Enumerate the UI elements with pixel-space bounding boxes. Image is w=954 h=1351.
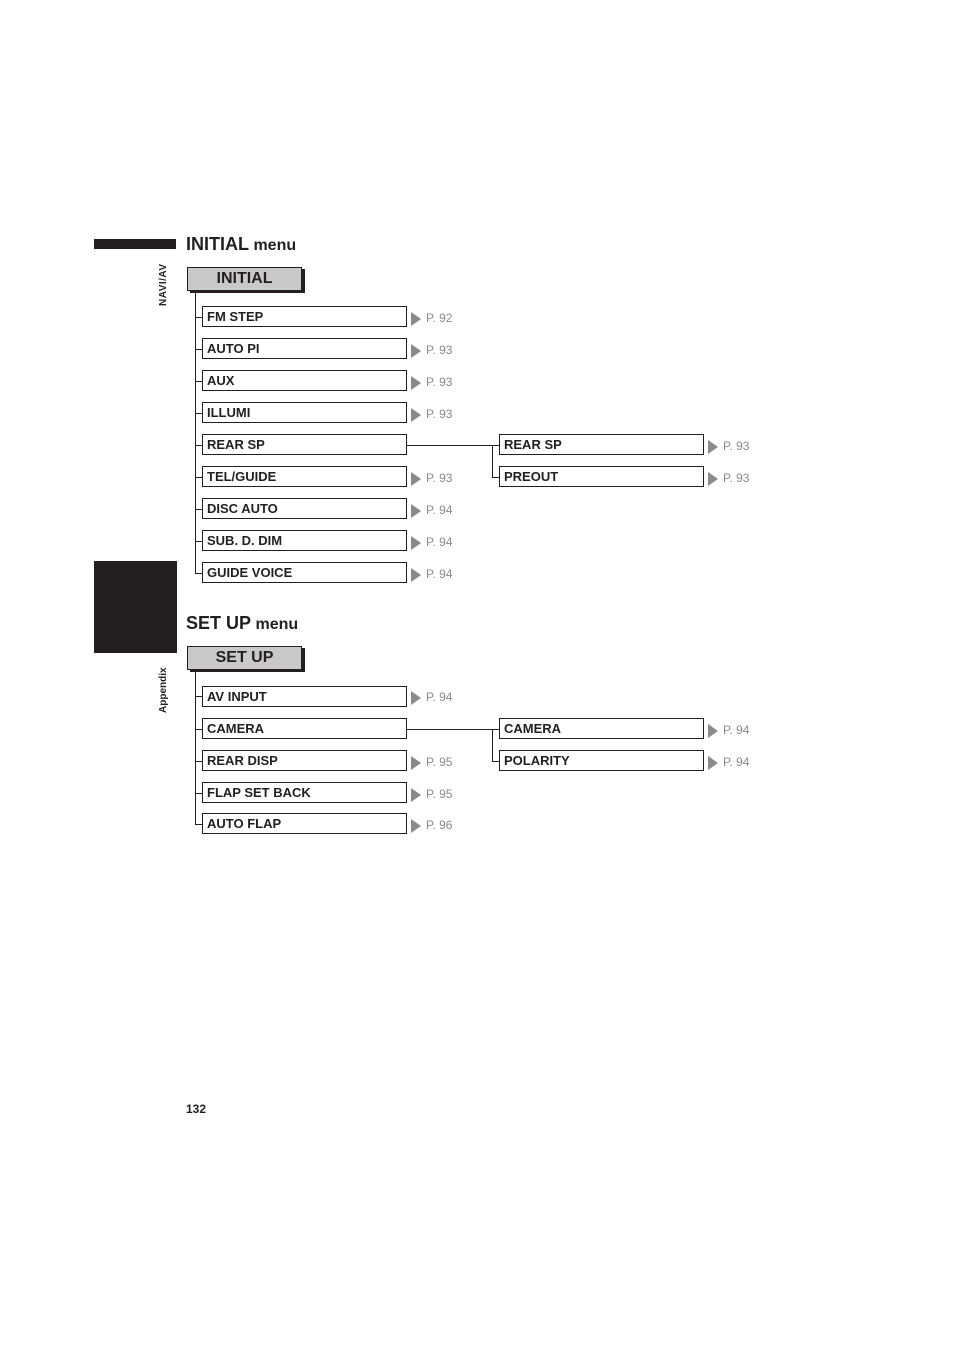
- page-ref: P. 93: [411, 374, 452, 390]
- page-ref: P. 94: [708, 722, 749, 738]
- arrow-right-icon: [708, 724, 718, 738]
- setup-menu-heading-suffix: menu: [255, 616, 299, 633]
- page-ref: P. 95: [411, 786, 452, 802]
- menu-item-disc-auto: DISC AUTO: [202, 498, 407, 519]
- page-ref: P. 94: [411, 566, 452, 582]
- page-ref: P. 96: [411, 817, 452, 833]
- page-ref: P. 92: [411, 310, 452, 326]
- arrow-right-icon: [411, 788, 421, 802]
- side-tab-appendix-label: Appendix: [158, 667, 169, 713]
- page-ref: P. 93: [411, 470, 452, 486]
- initial-root-box: INITIAL: [187, 267, 302, 291]
- arrow-right-icon: [411, 819, 421, 833]
- page-ref: P. 93: [411, 342, 452, 358]
- sub-item-polarity: POLARITY: [499, 750, 704, 771]
- page-ref: P. 93: [708, 438, 749, 454]
- branch-line: [195, 729, 202, 730]
- page-ref: P. 93: [708, 470, 749, 486]
- sub-connector-line: [407, 729, 492, 730]
- menu-item-rear-disp: REAR DISP: [202, 750, 407, 771]
- menu-item-guide-voice: GUIDE VOICE: [202, 562, 407, 583]
- menu-item-av-input: AV INPUT: [202, 686, 407, 707]
- menu-item-sub-d-dim: SUB. D. DIM: [202, 530, 407, 551]
- menu-item-fm-step: FM STEP: [202, 306, 407, 327]
- page-ref: P. 94: [411, 534, 452, 550]
- branch-line: [492, 761, 499, 762]
- setup-root-box: SET UP: [187, 646, 302, 670]
- page-ref: P. 95: [411, 754, 452, 770]
- initial-menu-heading-suffix: menu: [253, 237, 297, 254]
- sub-item-preout: PREOUT: [499, 466, 704, 487]
- sub-item-rear-sp: REAR SP: [499, 434, 704, 455]
- menu-item-flap-set-back: FLAP SET BACK: [202, 782, 407, 803]
- page-ref: P. 94: [708, 754, 749, 770]
- page-number: 132: [186, 1102, 207, 1116]
- menu-item-illumi: ILLUMI: [202, 402, 407, 423]
- menu-item-tel-guide: TEL/GUIDE: [202, 466, 407, 487]
- branch-line: [195, 824, 202, 825]
- side-tab-navi-av-label: NAVI/AV: [158, 263, 169, 306]
- menu-item-aux: AUX: [202, 370, 407, 391]
- branch-line: [195, 696, 202, 697]
- sub-item-camera: CAMERA: [499, 718, 704, 739]
- menu-item-auto-flap: AUTO FLAP: [202, 813, 407, 834]
- arrow-right-icon: [708, 756, 718, 770]
- menu-item-camera: CAMERA: [202, 718, 407, 739]
- branch-line: [195, 793, 202, 794]
- setup-trunk-line: [195, 670, 196, 824]
- page-ref: P. 94: [411, 502, 452, 518]
- menu-item-rear-sp: REAR SP: [202, 434, 407, 455]
- page-ref: P. 94: [411, 689, 452, 705]
- initial-menu-heading-bold: INITIAL: [186, 234, 249, 254]
- branch-line: [492, 729, 499, 730]
- branch-line: [195, 761, 202, 762]
- arrow-right-icon: [411, 756, 421, 770]
- setup-menu-heading-bold: SET UP: [186, 613, 252, 633]
- sub-trunk-line: [492, 729, 493, 761]
- page-ref: P. 93: [411, 406, 452, 422]
- arrow-right-icon: [411, 691, 421, 705]
- menu-item-auto-pi: AUTO PI: [202, 338, 407, 359]
